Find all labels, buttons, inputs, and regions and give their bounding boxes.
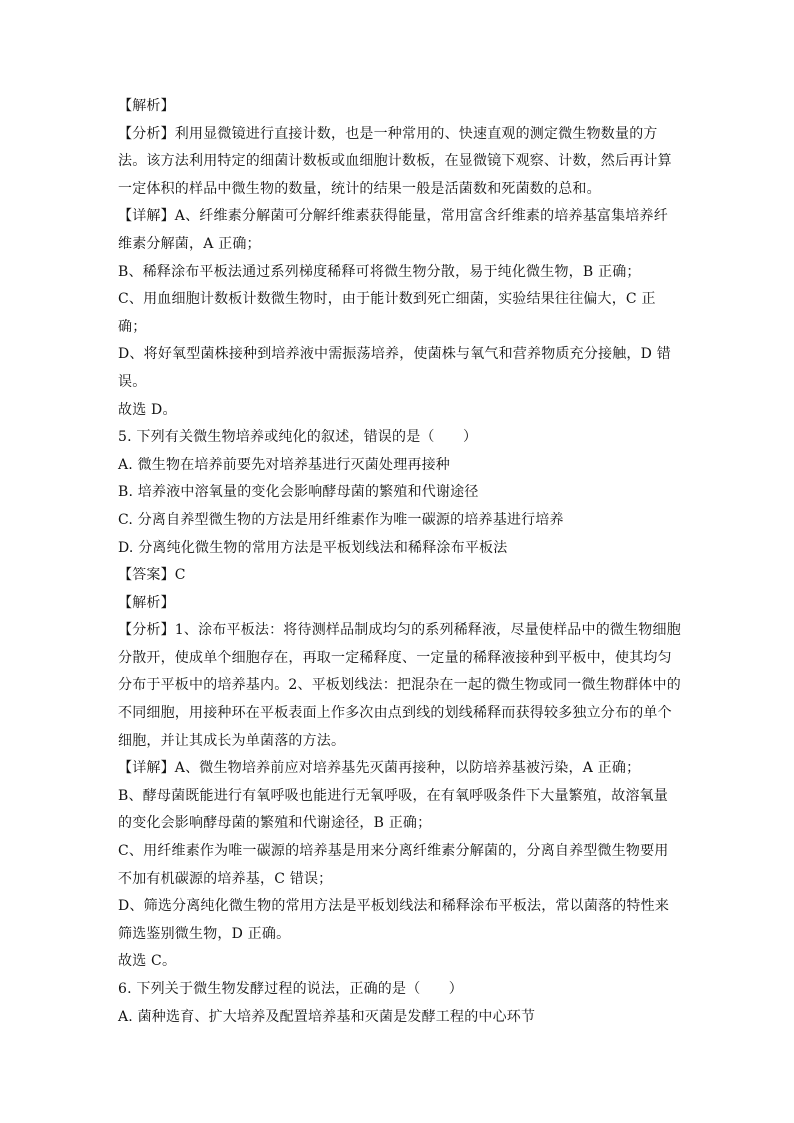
analysis-paragraph-line: 一定体积的样品中微生物的数量，统计的结果一般是活菌数和死菌数的总和。: [118, 180, 601, 197]
detail-paragraph-line: C、用血细胞计数板计数微生物时，由于能计数到死亡细菌，实验结果往往偏大，C 正: [118, 291, 656, 308]
analysis-paragraph-line: 法。该方法利用特定的细菌计数板或血细胞计数板，在显微镜下观察、计数，然后再计算: [118, 153, 672, 170]
analysis-paragraph-line: 分布于平板中的培养基内。2、平板划线法：把混杂在一起的微生物或同一微生物群体中的: [118, 677, 681, 694]
conclusion-line: 故选 D。: [118, 401, 177, 418]
question-5-option-c: C. 分离自养型微生物的方法是用纤维素作为唯一碳源的培养基进行培养: [118, 511, 564, 528]
answer-line: 【答案】C: [118, 567, 186, 584]
detail-paragraph-line: 【详解】A、纤维素分解菌可分解纤维素获得能量，常用富含纤维素的培养基富集培养纤: [118, 208, 668, 225]
detail-paragraph-line: 确；: [118, 318, 147, 335]
question-5-option-b: B. 培养液中溶氧量的变化会影响酵母菌的繁殖和代谢途径: [118, 484, 479, 501]
detail-paragraph-line: D、将好氧型菌株接种到培养液中需振荡培养，使菌株与氧气和营养物质充分接触，D 错: [118, 346, 671, 363]
section-heading-analysis: 【解析】: [118, 594, 175, 611]
question-6-stem: 6. 下列关于微生物发酵过程的说法，正确的是（ ）: [118, 981, 464, 997]
detail-paragraph-line: 误。: [118, 373, 147, 390]
document-body: [118, 93, 686, 1031]
detail-paragraph-line: C、用纤维素作为唯一碳源的培养基是用来分离纤维素分解菌的，分离自养型微生物要用: [118, 843, 669, 860]
detail-paragraph-line: 维素分解菌，A 正确；: [118, 235, 261, 252]
question-5-option-d: D. 分离纯化微生物的常用方法是平板划线法和稀释涂布平板法: [118, 539, 508, 556]
section-heading-analysis: 【解析】: [118, 98, 175, 114]
detail-paragraph-line: 的变化会影响酵母菌的繁殖和代谢途径，B 正确；: [118, 815, 432, 832]
detail-paragraph-line: 不加有机碳源的培养基，C 错误；: [118, 870, 333, 887]
detail-paragraph-line: B、酵母菌既能进行有氧呼吸也能进行无氧呼吸，在有氧呼吸条件下大量繁殖，故溶氧量: [118, 787, 669, 804]
analysis-paragraph-line: 不同细胞，用接种环在平板表面上作多次由点到线的划线稀释而获得较多独立分布的单个: [118, 705, 672, 722]
question-5-stem: 5. 下列有关微生物培养或纯化的叙述，错误的是（ ）: [118, 429, 478, 446]
question-5-option-a: A. 微生物在培养前要先对培养基进行灭菌处理再接种: [118, 456, 451, 473]
question-6-option-a: A. 菌种选育、扩大培养及配置培养基和灭菌是发酵工程的中心环节: [118, 1008, 536, 1025]
analysis-paragraph-line: 【分析】1、涂布平板法：将待测样品制成均匀的系列稀释液，尽量使样品中的微生物细胞: [118, 622, 681, 639]
detail-paragraph-line: B、稀释涂布平板法通过系列梯度稀释可将微生物分散，易于纯化微生物，B 正确；: [118, 263, 641, 280]
analysis-paragraph-line: 细胞，并让其成长为单菌落的方法。: [118, 732, 346, 749]
detail-paragraph-line: D、筛选分离纯化微生物的常用方法是平板划线法和稀释涂布平板法，常以菌落的特性来: [118, 898, 670, 915]
detail-paragraph-line: 筛选鉴别微生物，D 正确。: [118, 925, 291, 942]
analysis-paragraph-line: 分散开，使成单个细胞存在，再取一定稀释度、一定量的稀释液接种到平板中，使其均匀: [118, 649, 672, 666]
conclusion-line: 故选 C。: [118, 953, 177, 970]
detail-paragraph-line: 【详解】A、微生物培养前应对培养基先灭菌再接种，以防培养基被污染，A 正确；: [118, 760, 641, 777]
analysis-paragraph-line: 【分析】利用显微镜进行直接计数，也是一种常用的、快速直观的测定微生物数量的方: [118, 125, 658, 142]
